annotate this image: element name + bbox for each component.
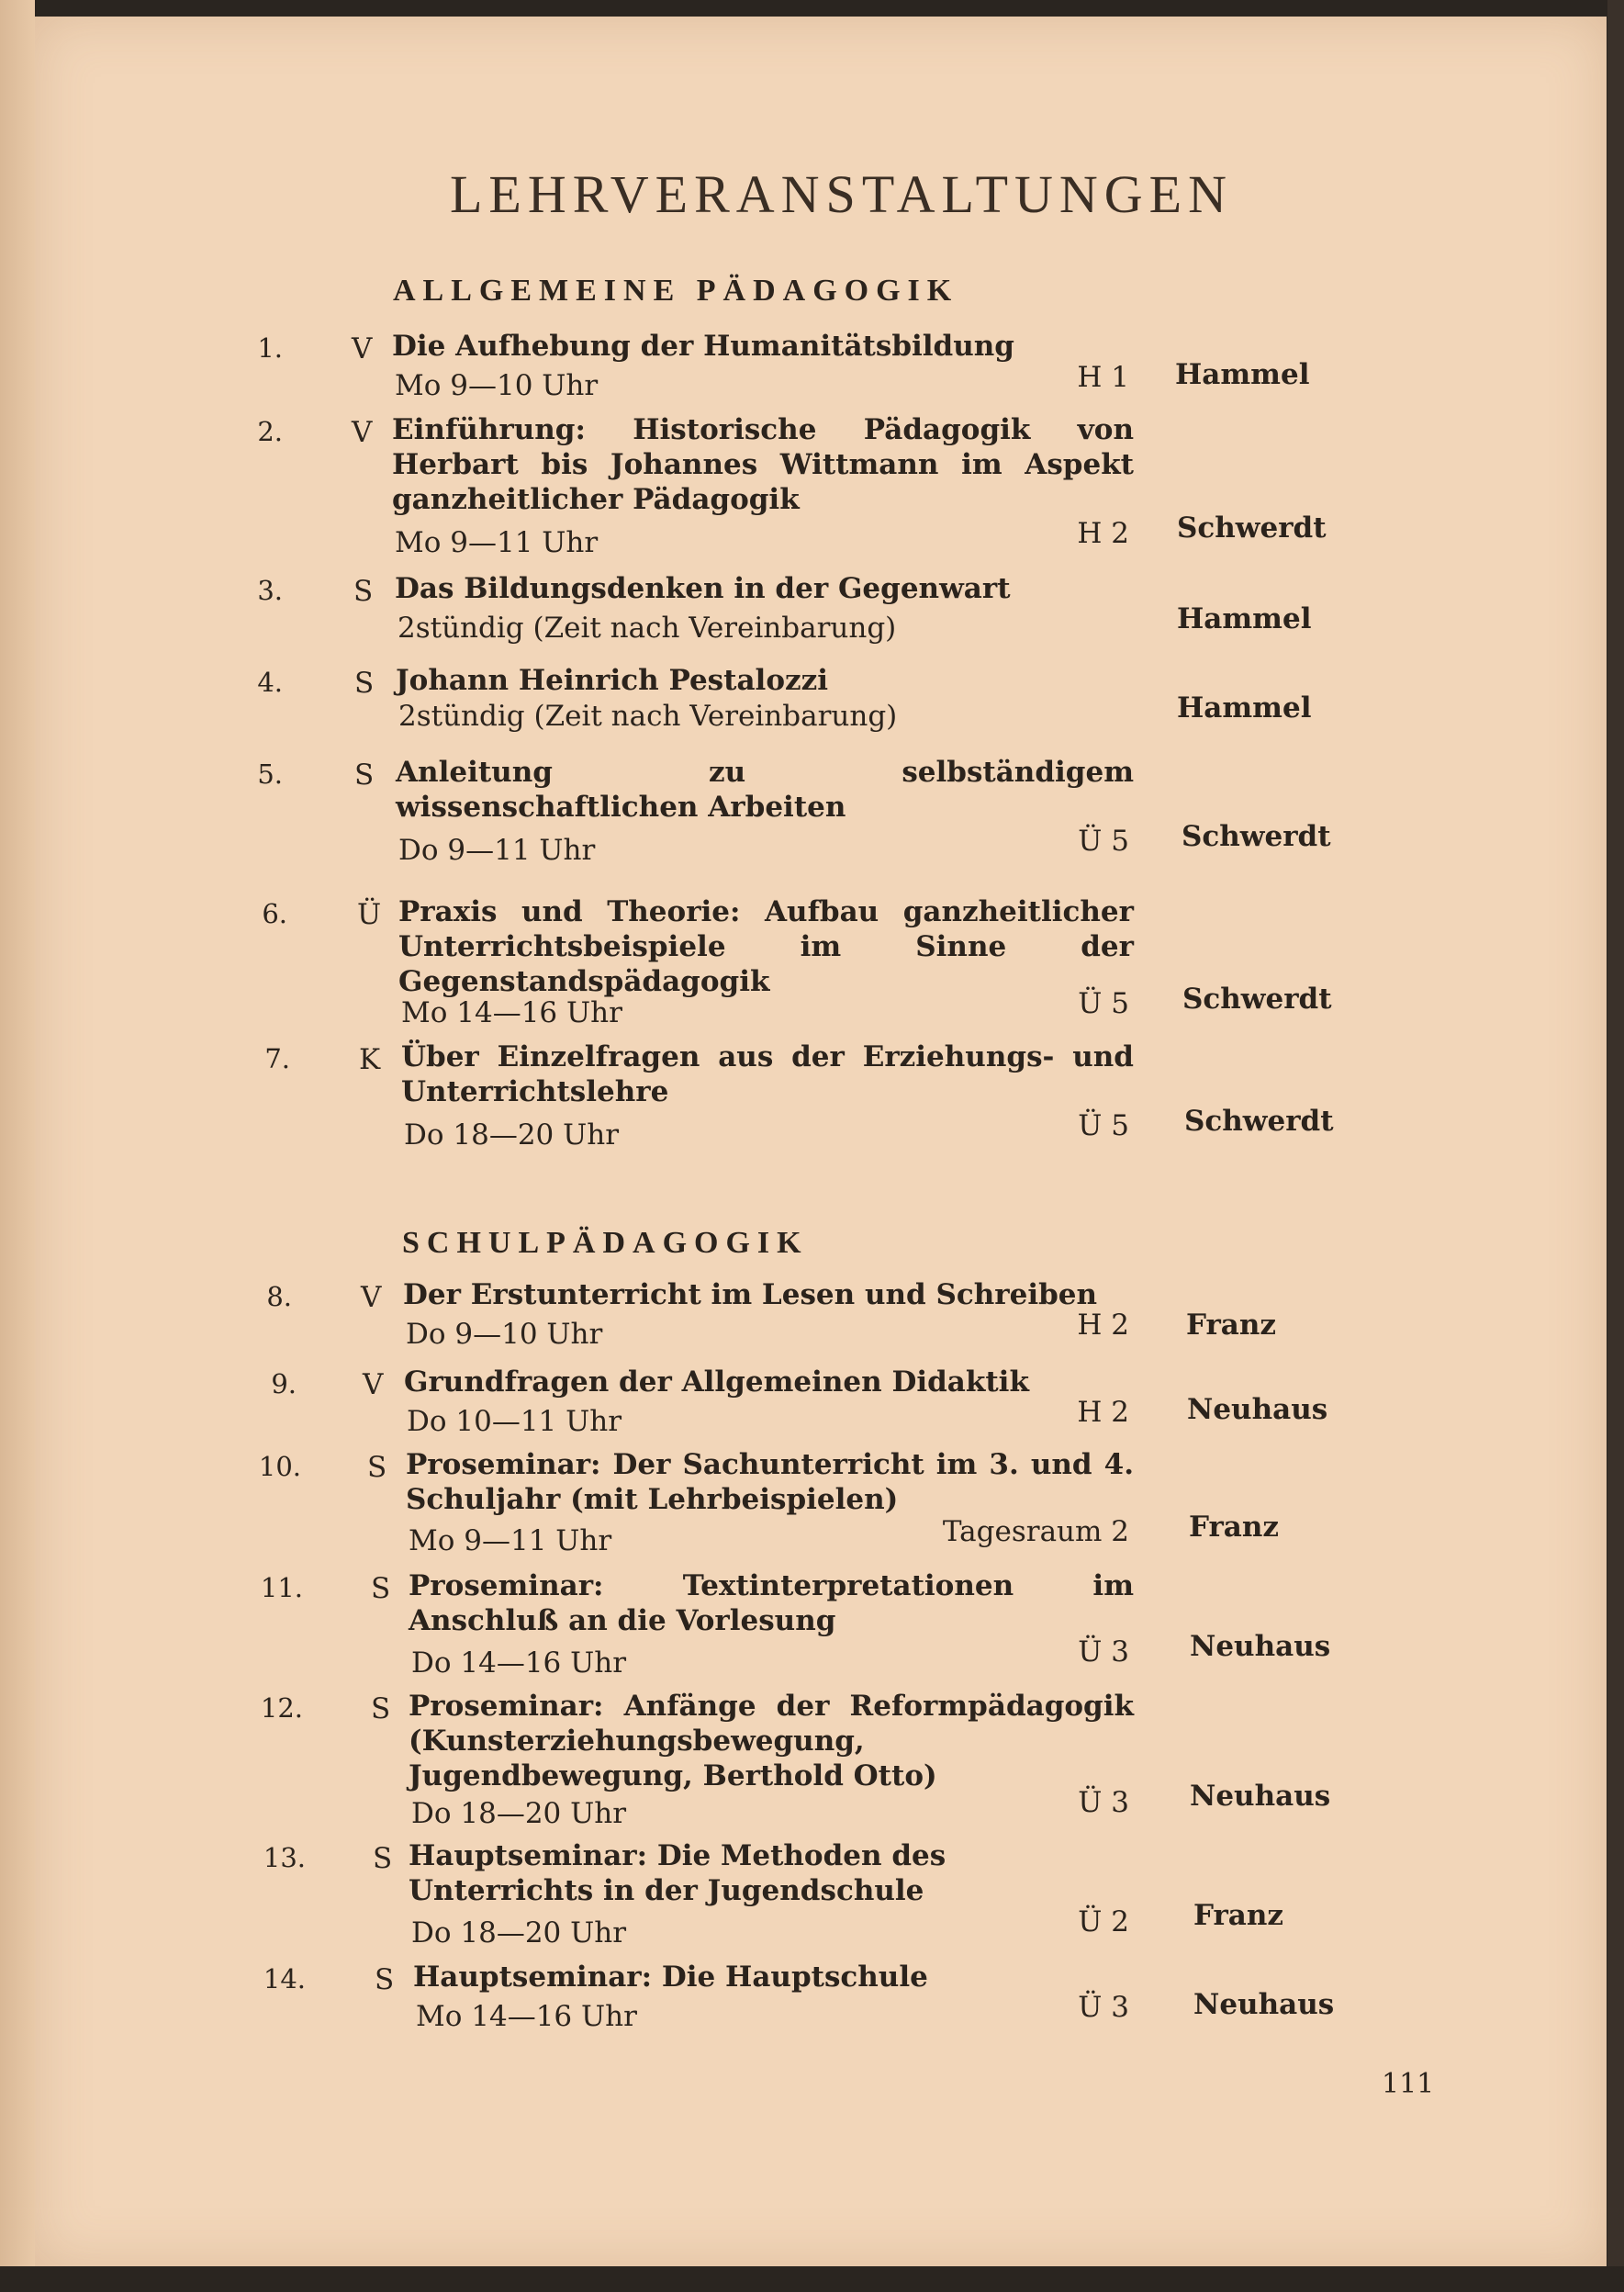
- course-lecturer: Hammel: [1177, 602, 1312, 635]
- course-title: Anleitung zu selbständigem wissenschaftlichen Arbeiten: [396, 756, 1134, 824]
- course-lecturer: Neuhaus: [1187, 1393, 1328, 1426]
- course-time: Mo 9—10 Uhr: [395, 369, 599, 402]
- course-room: Ü 5: [1078, 825, 1129, 858]
- course-type: S: [371, 1572, 391, 1605]
- course-title: Proseminar: Der Sachunterricht im 3. und 4. Schuljahr (mit Lehrbeispielen): [406, 1448, 1134, 1516]
- course-type: V: [352, 332, 373, 365]
- course-room: Ü 3: [1078, 1991, 1129, 2024]
- course-type: V: [361, 1281, 382, 1314]
- course-title: Der Erstunterricht im Lesen und Schreiben: [403, 1278, 1098, 1311]
- course-room: Ü 3: [1078, 1635, 1129, 1668]
- course-number: 6.: [262, 898, 287, 929]
- course-number: 1.: [257, 332, 283, 364]
- course-type: Ü: [357, 898, 382, 931]
- course-lecturer: Schwerdt: [1182, 820, 1331, 853]
- course-time: Mo 9—11 Uhr: [395, 526, 599, 559]
- course-number: 4.: [257, 667, 283, 698]
- course-room: H 1: [1077, 361, 1129, 394]
- page-edge: [1607, 0, 1624, 2292]
- course-lecturer: Neuhaus: [1190, 1780, 1331, 1813]
- course-time: 2stündig (Zeit nach Vereinbarung): [398, 612, 897, 645]
- course-title: Proseminar: Anfänge der Reformpädagogik (Kunsterziehungsbewegung, Jugendbewegung, Berthold Otto): [409, 1690, 1134, 1792]
- course-number: 10.: [258, 1451, 301, 1482]
- course-title: Einführung: Historische Pädagogik von Herbart bis Johannes Wittmann im Aspekt ganzheitlicher Pädagogik: [392, 413, 1134, 516]
- course-number: 8.: [266, 1281, 292, 1312]
- course-lecturer: Hammel: [1177, 691, 1312, 725]
- course-room: Ü 5: [1078, 987, 1129, 1020]
- course-number: 7.: [264, 1043, 290, 1074]
- course-room: Ü 5: [1078, 1109, 1129, 1142]
- course-type: S: [367, 1451, 387, 1484]
- course-lecturer: Schwerdt: [1184, 1105, 1334, 1138]
- course-lecturer: Neuhaus: [1193, 1988, 1335, 2021]
- course-time: Do 9—10 Uhr: [406, 1318, 603, 1351]
- course-number: 11.: [260, 1572, 303, 1603]
- section-heading-schulpaedagogik: SCHULPÄDAGOGIK: [402, 1226, 809, 1260]
- course-time: Do 18—20 Uhr: [404, 1118, 620, 1152]
- course-lecturer: Franz: [1193, 1899, 1284, 1932]
- course-title: Grundfragen der Allgemeinen Didaktik: [404, 1365, 1029, 1399]
- course-title: Die Aufhebung der Humanitätsbildung: [392, 330, 1014, 363]
- page-bottom-edge: [0, 2266, 1624, 2292]
- course-time: Mo 14—16 Uhr: [416, 2000, 637, 2033]
- course-time: Do 10—11 Uhr: [407, 1405, 622, 1438]
- course-type: S: [373, 1842, 393, 1875]
- course-title: Hauptseminar: Die Hauptschule: [413, 1961, 928, 1994]
- course-lecturer: Neuhaus: [1190, 1630, 1331, 1663]
- course-room: Ü 3: [1078, 1786, 1129, 1819]
- page-title: LEHRVERANSTALTUNGEN: [450, 164, 1233, 224]
- course-room: Ü 2: [1078, 1905, 1129, 1938]
- course-title: Johann Heinrich Pestalozzi: [396, 664, 828, 697]
- page-gutter: [0, 0, 35, 2292]
- course-number: 3.: [257, 575, 283, 606]
- course-time: Mo 9—11 Uhr: [409, 1524, 612, 1557]
- course-title: Das Bildungsdenken in der Gegenwart: [395, 572, 1011, 605]
- course-title: Praxis und Theorie: Aufbau ganzheitlicher Unterrichtsbeispiele im Sinne der Gegenstandspädagogik: [398, 895, 1134, 998]
- course-type: S: [353, 575, 374, 608]
- course-number: 12.: [260, 1692, 303, 1724]
- course-lecturer: Schwerdt: [1182, 983, 1332, 1016]
- course-lecturer: Schwerdt: [1177, 511, 1327, 545]
- course-time: Do 14—16 Uhr: [411, 1646, 627, 1680]
- course-room: Tagesraum 2: [942, 1515, 1129, 1548]
- course-lecturer: Franz: [1189, 1511, 1280, 1544]
- course-number: 5.: [257, 758, 283, 790]
- course-time: Do 18—20 Uhr: [411, 1797, 627, 1830]
- course-type: S: [354, 758, 375, 792]
- course-number: 14.: [263, 1963, 306, 1994]
- course-room: H 2: [1077, 1309, 1129, 1342]
- course-room: H 2: [1077, 1396, 1129, 1429]
- course-type: S: [371, 1692, 391, 1725]
- course-type: V: [363, 1368, 384, 1401]
- course-title: Proseminar: Textinterpretationen im Anschluß an die Vorlesung: [409, 1569, 1134, 1637]
- course-lecturer: Franz: [1186, 1309, 1277, 1342]
- course-title: Über Einzelfragen aus der Erziehungs- und Unterrichtslehre: [401, 1040, 1134, 1108]
- course-type: S: [375, 1963, 395, 1996]
- course-time: 2stündig (Zeit nach Vereinbarung): [398, 700, 898, 733]
- course-type: V: [352, 416, 373, 449]
- course-time: Mo 14—16 Uhr: [401, 996, 622, 1029]
- course-number: 13.: [263, 1842, 306, 1873]
- course-room: H 2: [1077, 517, 1129, 550]
- section-heading-allgemeine-paedagogik: ALLGEMEINE PÄDAGOGIK: [393, 274, 959, 308]
- course-lecturer: Hammel: [1175, 358, 1310, 391]
- course-type: S: [354, 667, 375, 700]
- course-time: Do 9—11 Uhr: [398, 834, 596, 867]
- course-number: 2.: [257, 416, 283, 447]
- course-title: Hauptseminar: Die Methoden des Unterrichts in der Jugendschule: [409, 1839, 946, 1907]
- page-number: 111: [1382, 2068, 1435, 2100]
- course-time: Do 18—20 Uhr: [411, 1916, 627, 1949]
- course-number: 9.: [271, 1368, 297, 1399]
- course-type: K: [359, 1043, 381, 1076]
